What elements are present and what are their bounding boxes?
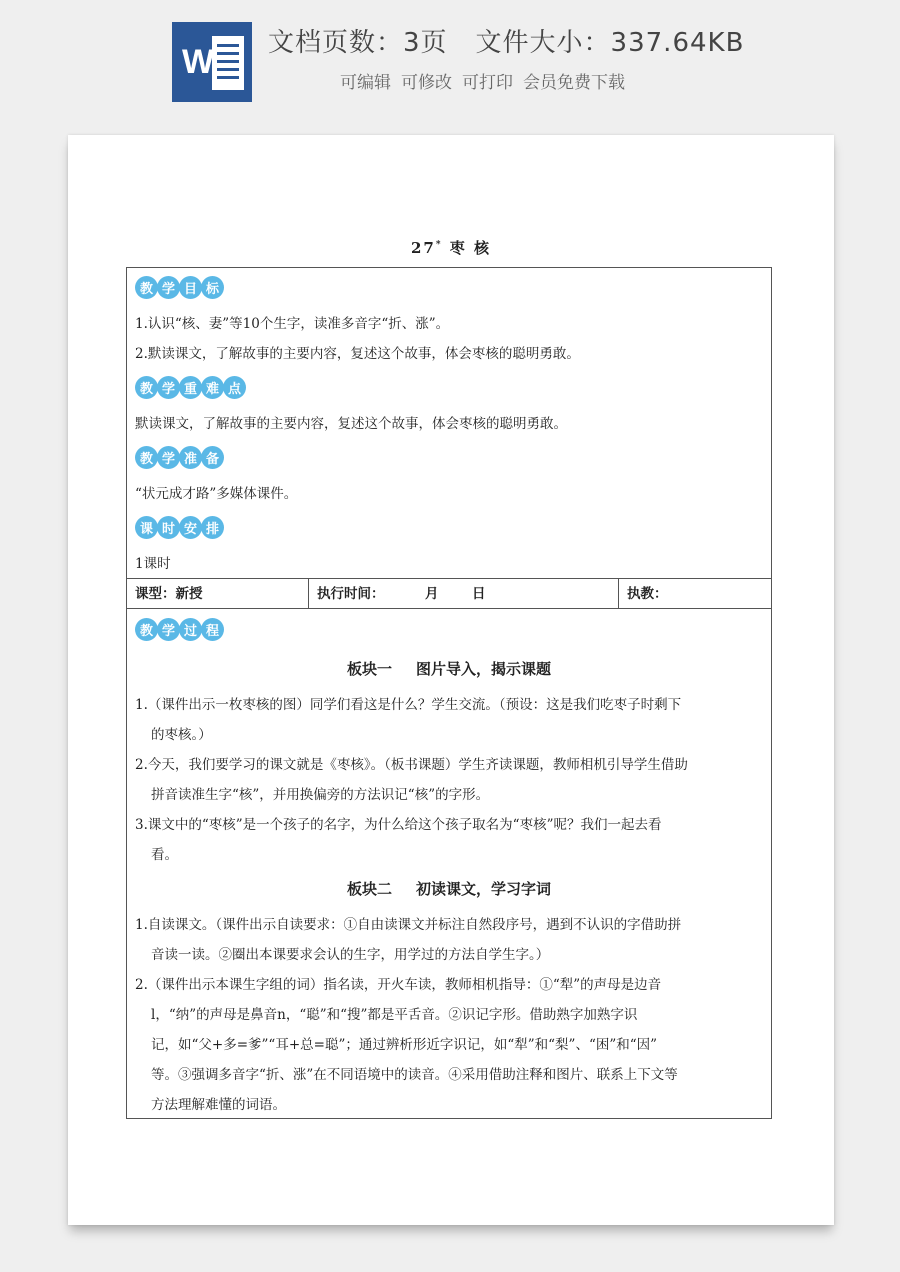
module-1-name: 板块一 [346,660,392,678]
preparation-text: “状元成才路”多媒体课件。 [135,486,298,502]
module-1-item-2 [135,750,763,810]
section-char: 标 [201,276,224,299]
text-line: 的枣核。） [151,727,212,743]
lesson-plan-table [126,267,772,1119]
feature-editable: 可编辑 [340,73,391,93]
table-divider [127,608,771,609]
section-key-points [135,376,245,400]
goal-item-1: 1.认识“核、妻”等10个生字，读准多音字“折、涨”。 [135,316,450,332]
section-char: 学 [157,618,180,641]
module-2-heading [127,878,771,899]
module-2-name: 板块二 [346,880,392,898]
section-teaching-process [135,618,223,642]
teacher-cell: 执教： [627,586,668,602]
section-char: 排 [201,516,224,539]
section-char: 准 [179,446,202,469]
text-line: 2.今天，我们要学习的课文就是《枣核》。（板书课题）学生齐读课题，教师相机引导学生借助 [135,757,688,773]
lesson-number: 27 [410,239,436,257]
section-class-hours [135,516,223,540]
module-1-item-1 [135,690,763,750]
feature-member-download: 会员免费下载 [523,73,625,93]
section-char: 教 [135,276,158,299]
module-2-title: 初读课文，学习字词 [416,880,552,898]
execution-time-cell: 执行时间： [317,586,385,602]
module-1-heading [127,658,771,679]
section-char: 程 [201,618,224,641]
text-line: 看。 [151,847,178,863]
section-char: 时 [157,516,180,539]
text-line: 1.（课件出示一枚枣核的图）同学们看这是什么？学生交流。（预设：这是我们吃枣子时剩下 [135,697,682,713]
text-line: 方法理解难懂的词语。 [151,1097,286,1113]
text-line: 等。③强调多音字“折、涨”在不同语境中的读音。④采用借助注释和图片、联系上下文等 [151,1067,678,1083]
module-2-item-1 [135,910,763,970]
section-char: 课 [135,516,158,539]
lesson-star-mark: * [435,240,443,250]
text-line: 1.自读课文。（课件出示自读要求：①自由读课文并标注自然段序号，遇到不认识的字借助拼 [135,917,682,933]
table-divider [127,578,771,579]
text-line: l，“纳”的声母是鼻音n，“聪”和“搜”都是平舌音。②识记字形。借助熟字加熟字识 [151,1007,638,1023]
section-char: 学 [157,446,180,469]
text-line: 拼音读准生字“核”，并用换偏旁的方法识记“核”的字形。 [151,787,490,803]
key-points-text: 默读课文，了解故事的主要内容，复述这个故事，体会枣核的聪明勇敢。 [135,416,567,432]
word-icon-letter: W [182,43,215,81]
text-line: 音读一读。②圈出本课要求会认的生字，用学过的方法自学生字。） [151,947,550,963]
section-teaching-goals [135,276,223,300]
download-banner [0,0,900,120]
class-hours-text: 1课时 [135,556,171,572]
feature-printable: 可打印 [462,73,513,93]
section-char: 目 [179,276,202,299]
module-1-title: 图片导入，揭示课题 [416,660,552,678]
section-preparation [135,446,223,470]
month-label: 月 [425,586,439,602]
goal-item-2: 2.默读课文，了解故事的主要内容，复述这个故事，体会枣核的聪明勇敢。 [135,346,580,362]
file-size: 文件大小：337.64KB [475,28,745,58]
feature-list [340,68,635,93]
section-char: 教 [135,446,158,469]
page-count: 文档页数：3页 [268,28,448,58]
section-char: 安 [179,516,202,539]
module-2-item-2 [135,970,763,1120]
section-char: 难 [201,376,224,399]
word-icon-sheet [212,36,244,90]
lesson-name: 枣 核 [449,239,492,257]
section-char: 重 [179,376,202,399]
day-label: 日 [472,586,486,602]
document-page [68,135,834,1225]
section-char: 教 [135,376,158,399]
section-char: 过 [179,618,202,641]
section-char: 学 [157,376,180,399]
text-line: 3.课文中的“枣核”是一个孩子的名字，为什么给这个孩子取名为“枣核”呢？我们一起去看 [135,817,662,833]
lesson-title [68,237,834,258]
section-char: 点 [223,376,246,399]
feature-modifiable: 可修改 [401,73,452,93]
text-line: 2.（课件出示本课生字组的词）指名读，开火车读，教师相机指导：①“犁”的声母是边音 [135,977,662,993]
section-char: 备 [201,446,224,469]
lesson-type-cell: 课型：新授 [135,586,203,602]
text-line: 记，如“父+多=爹”“耳+总=聪”；通过辨析形近字识记，如“犁”和“梨”、“困”和“因” [151,1037,658,1053]
section-char: 学 [157,276,180,299]
word-document-icon [172,22,252,102]
section-char: 教 [135,618,158,641]
file-info-title [268,22,744,59]
module-1-item-3 [135,810,763,870]
